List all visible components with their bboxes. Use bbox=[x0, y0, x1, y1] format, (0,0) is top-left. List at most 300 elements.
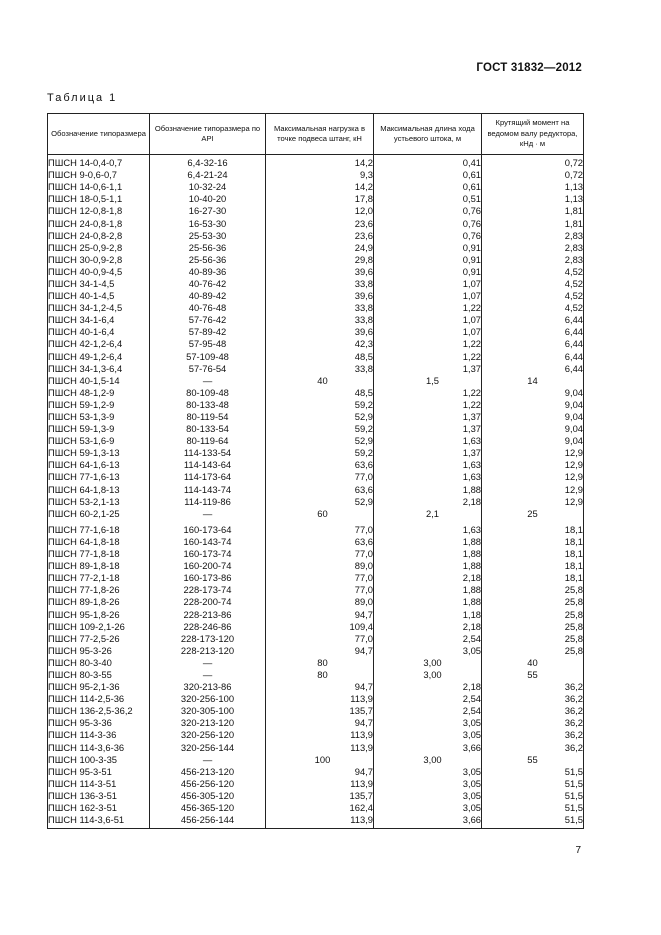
cell-max-stroke: 3,00 bbox=[374, 657, 482, 669]
cell-api-designation: 57-76-42 bbox=[150, 314, 266, 326]
column-header-designation: Обозначение типоразмера bbox=[48, 114, 150, 155]
table-row bbox=[48, 302, 584, 314]
cell-designation: ПШСН 59-1,3-13 bbox=[48, 447, 150, 459]
cell-max-stroke: 0,61 bbox=[374, 181, 482, 193]
cell-max-load: 77,0 bbox=[266, 633, 374, 645]
cell-max-stroke: 1,37 bbox=[374, 411, 482, 423]
cell-torque: 9,04 bbox=[482, 423, 584, 435]
table-row bbox=[48, 387, 584, 399]
table-row bbox=[48, 363, 584, 375]
cell-max-load: 33,8 bbox=[266, 278, 374, 290]
cell-api-designation: 228-173-120 bbox=[150, 633, 266, 645]
table-row bbox=[48, 435, 584, 447]
cell-api-designation: 320-256-144 bbox=[150, 742, 266, 754]
cell-torque: 9,04 bbox=[482, 411, 584, 423]
cell-max-stroke: 3,05 bbox=[374, 790, 482, 802]
cell-designation: ПШСН 95-1,8-26 bbox=[48, 608, 150, 620]
cell-api-designation: 456-305-120 bbox=[150, 790, 266, 802]
cell-max-load: 23,6 bbox=[266, 217, 374, 229]
document-code: ГОСТ 31832—2012 bbox=[476, 62, 582, 74]
cell-api-designation: 320-213-120 bbox=[150, 717, 266, 729]
cell-max-load: 135,7 bbox=[266, 790, 374, 802]
cell-max-load: 39,6 bbox=[266, 326, 374, 338]
table-row bbox=[48, 496, 584, 508]
cell-torque: 51,5 bbox=[482, 790, 584, 802]
cell-designation: ПШСН 95-3-51 bbox=[48, 766, 150, 778]
cell-designation: ПШСН 109-2,1-26 bbox=[48, 621, 150, 633]
cell-max-stroke: 1,88 bbox=[374, 560, 482, 572]
cell-api-designation: 16-53-30 bbox=[150, 217, 266, 229]
table-row bbox=[48, 423, 584, 435]
cell-torque: 12,9 bbox=[482, 484, 584, 496]
cell-api-designation: — bbox=[150, 754, 266, 766]
cell-api-designation: 228-173-74 bbox=[150, 584, 266, 596]
cell-max-stroke: 2,18 bbox=[374, 572, 482, 584]
cell-api-designation: 80-133-48 bbox=[150, 399, 266, 411]
cell-max-load: 52,9 bbox=[266, 496, 374, 508]
cell-designation: ПШСН 59-1,2-9 bbox=[48, 399, 150, 411]
table-row bbox=[48, 717, 584, 729]
cell-torque: 25,8 bbox=[482, 584, 584, 596]
cell-max-load: 94,7 bbox=[266, 681, 374, 693]
cell-max-load: 80 bbox=[266, 657, 374, 669]
cell-designation: ПШСН 14-0,6-1,1 bbox=[48, 181, 150, 193]
cell-designation: ПШСН 77-2,5-26 bbox=[48, 633, 150, 645]
cell-torque: 6,44 bbox=[482, 363, 584, 375]
cell-designation: ПШСН 59-1,3-9 bbox=[48, 423, 150, 435]
cell-torque: 18,1 bbox=[482, 572, 584, 584]
cell-api-designation: 114-143-74 bbox=[150, 484, 266, 496]
cell-max-load: 89,0 bbox=[266, 596, 374, 608]
cell-designation: ПШСН 114-2,5-36 bbox=[48, 693, 150, 705]
cell-max-stroke: 1,88 bbox=[374, 596, 482, 608]
cell-torque: 1,81 bbox=[482, 217, 584, 229]
cell-max-load: 89,0 bbox=[266, 560, 374, 572]
cell-designation: ПШСН 136-3-51 bbox=[48, 790, 150, 802]
cell-api-designation: 57-89-42 bbox=[150, 326, 266, 338]
cell-designation: ПШСН 25-0,9-2,8 bbox=[48, 242, 150, 254]
cell-max-stroke: 1,22 bbox=[374, 351, 482, 363]
cell-torque: 36,2 bbox=[482, 693, 584, 705]
cell-torque: 18,1 bbox=[482, 548, 584, 560]
cell-designation: ПШСН 24-0,8-1,8 bbox=[48, 217, 150, 229]
table-row bbox=[48, 693, 584, 705]
cell-max-stroke: 1,63 bbox=[374, 459, 482, 471]
cell-torque: 51,5 bbox=[482, 766, 584, 778]
cell-torque: 18,1 bbox=[482, 536, 584, 548]
cell-torque: 4,52 bbox=[482, 278, 584, 290]
cell-max-stroke: 1,63 bbox=[374, 520, 482, 536]
cell-torque: 6,44 bbox=[482, 326, 584, 338]
cell-torque: 12,9 bbox=[482, 459, 584, 471]
cell-api-designation: 320-305-100 bbox=[150, 705, 266, 717]
cell-designation: ПШСН 53-2,1-13 bbox=[48, 496, 150, 508]
cell-max-stroke: 3,05 bbox=[374, 802, 482, 814]
cell-api-designation: — bbox=[150, 657, 266, 669]
cell-max-load: 94,7 bbox=[266, 645, 374, 657]
cell-designation: ПШСН 77-1,8-18 bbox=[48, 548, 150, 560]
cell-max-load: 39,6 bbox=[266, 266, 374, 278]
cell-max-stroke: 3,05 bbox=[374, 717, 482, 729]
cell-api-designation: 25-56-36 bbox=[150, 242, 266, 254]
cell-max-stroke: 1,37 bbox=[374, 447, 482, 459]
cell-max-stroke: 1,37 bbox=[374, 363, 482, 375]
cell-torque: 25,8 bbox=[482, 621, 584, 633]
table-row bbox=[48, 681, 584, 693]
table-row bbox=[48, 705, 584, 717]
cell-torque: 6,44 bbox=[482, 314, 584, 326]
cell-torque: 0,72 bbox=[482, 169, 584, 181]
table-row bbox=[48, 459, 584, 471]
cell-max-stroke: 1,37 bbox=[374, 423, 482, 435]
table-row bbox=[48, 230, 584, 242]
cell-torque: 1,13 bbox=[482, 181, 584, 193]
cell-max-load: 94,7 bbox=[266, 766, 374, 778]
cell-torque: 51,5 bbox=[482, 814, 584, 829]
table-row bbox=[48, 657, 584, 669]
table-row bbox=[48, 447, 584, 459]
cell-max-stroke: 3,66 bbox=[374, 814, 482, 829]
table-row bbox=[48, 254, 584, 266]
cell-max-load: 59,2 bbox=[266, 399, 374, 411]
cell-torque: 1,13 bbox=[482, 193, 584, 205]
cell-max-stroke: 1,88 bbox=[374, 548, 482, 560]
table-row bbox=[48, 411, 584, 423]
cell-torque: 18,1 bbox=[482, 560, 584, 572]
cell-api-designation: 40-76-48 bbox=[150, 302, 266, 314]
cell-torque: 12,9 bbox=[482, 471, 584, 483]
cell-torque: 4,52 bbox=[482, 302, 584, 314]
cell-api-designation: 320-213-86 bbox=[150, 681, 266, 693]
cell-max-load: 113,9 bbox=[266, 742, 374, 754]
column-header-max-load: Максимальная нагрузка в точке подвеса штанг, кН bbox=[266, 114, 374, 155]
table-row bbox=[48, 205, 584, 217]
cell-api-designation: 456-365-120 bbox=[150, 802, 266, 814]
table-row bbox=[48, 181, 584, 193]
cell-torque: 9,04 bbox=[482, 435, 584, 447]
cell-max-stroke: 3,05 bbox=[374, 766, 482, 778]
table-row bbox=[48, 608, 584, 620]
cell-api-designation: 228-200-74 bbox=[150, 596, 266, 608]
cell-torque: 1,81 bbox=[482, 205, 584, 217]
table-row bbox=[48, 520, 584, 536]
cell-max-load: 77,0 bbox=[266, 584, 374, 596]
cell-max-stroke: 2,18 bbox=[374, 496, 482, 508]
cell-designation: ПШСН 80-3-40 bbox=[48, 657, 150, 669]
cell-max-load: 40 bbox=[266, 375, 374, 387]
cell-designation: ПШСН 24-0,8-2,8 bbox=[48, 230, 150, 242]
cell-designation: ПШСН 34-1-6,4 bbox=[48, 314, 150, 326]
cell-torque: 51,5 bbox=[482, 802, 584, 814]
cell-max-stroke: 3,05 bbox=[374, 778, 482, 790]
cell-max-load: 17,8 bbox=[266, 193, 374, 205]
cell-max-stroke: 1,07 bbox=[374, 314, 482, 326]
table-row bbox=[48, 217, 584, 229]
cell-api-designation: 320-256-120 bbox=[150, 729, 266, 741]
cell-api-designation: 114-173-64 bbox=[150, 471, 266, 483]
cell-max-load: 63,6 bbox=[266, 484, 374, 496]
cell-api-designation: 40-76-42 bbox=[150, 278, 266, 290]
table-row bbox=[48, 814, 584, 829]
table-row bbox=[48, 621, 584, 633]
cell-max-load: 52,9 bbox=[266, 435, 374, 447]
cell-api-designation: 80-133-54 bbox=[150, 423, 266, 435]
cell-max-stroke: 1,63 bbox=[374, 471, 482, 483]
cell-torque: 36,2 bbox=[482, 681, 584, 693]
cell-api-designation: 25-53-30 bbox=[150, 230, 266, 242]
cell-torque: 25 bbox=[482, 508, 584, 520]
cell-designation: ПШСН 30-0,9-2,8 bbox=[48, 254, 150, 266]
cell-api-designation: 6,4-21-24 bbox=[150, 169, 266, 181]
cell-max-stroke: 3,05 bbox=[374, 645, 482, 657]
cell-designation: ПШСН 64-1,6-13 bbox=[48, 459, 150, 471]
cell-torque: 25,8 bbox=[482, 633, 584, 645]
cell-designation: ПШСН 114-3-51 bbox=[48, 778, 150, 790]
cell-designation: ПШСН 136-2,5-36,2 bbox=[48, 705, 150, 717]
table-row bbox=[48, 548, 584, 560]
cell-max-stroke: 1,63 bbox=[374, 435, 482, 447]
cell-designation: ПШСН 53-1,3-9 bbox=[48, 411, 150, 423]
cell-max-stroke: 1,07 bbox=[374, 278, 482, 290]
cell-designation: ПШСН 114-3,6-36 bbox=[48, 742, 150, 754]
cell-designation: ПШСН 95-3-36 bbox=[48, 717, 150, 729]
cell-max-stroke: 1,88 bbox=[374, 536, 482, 548]
cell-max-load: 162,4 bbox=[266, 802, 374, 814]
table-row bbox=[48, 596, 584, 608]
table-row bbox=[48, 484, 584, 496]
cell-max-stroke: 0,76 bbox=[374, 205, 482, 217]
cell-max-load: 77,0 bbox=[266, 520, 374, 536]
cell-max-stroke: 2,54 bbox=[374, 693, 482, 705]
page-number: 7 bbox=[575, 845, 581, 856]
cell-designation: ПШСН 53-1,6-9 bbox=[48, 435, 150, 447]
specification-table bbox=[47, 113, 584, 829]
cell-api-designation: 228-213-86 bbox=[150, 608, 266, 620]
table-body bbox=[48, 155, 584, 829]
table-row bbox=[48, 375, 584, 387]
cell-max-load: 12,0 bbox=[266, 205, 374, 217]
table-header-row bbox=[48, 114, 584, 155]
table-row bbox=[48, 351, 584, 363]
table-row bbox=[48, 742, 584, 754]
table-row bbox=[48, 242, 584, 254]
cell-torque: 12,9 bbox=[482, 447, 584, 459]
cell-max-load: 33,8 bbox=[266, 363, 374, 375]
cell-api-designation: 57-109-48 bbox=[150, 351, 266, 363]
table-row bbox=[48, 338, 584, 350]
cell-designation: ПШСН 60-2,1-25 bbox=[48, 508, 150, 520]
cell-api-designation: 114-143-64 bbox=[150, 459, 266, 471]
cell-api-designation: — bbox=[150, 375, 266, 387]
cell-max-load: 77,0 bbox=[266, 471, 374, 483]
cell-designation: ПШСН 77-1,6-13 bbox=[48, 471, 150, 483]
cell-api-designation: 160-143-74 bbox=[150, 536, 266, 548]
cell-api-designation: 16-27-30 bbox=[150, 205, 266, 217]
cell-torque: 0,72 bbox=[482, 155, 584, 170]
cell-designation: ПШСН 77-2,1-18 bbox=[48, 572, 150, 584]
table-row bbox=[48, 314, 584, 326]
cell-api-designation: 57-95-48 bbox=[150, 338, 266, 350]
cell-max-stroke: 0,41 bbox=[374, 155, 482, 170]
table-row bbox=[48, 266, 584, 278]
cell-max-stroke: 1,22 bbox=[374, 302, 482, 314]
cell-max-stroke: 1,5 bbox=[374, 375, 482, 387]
cell-designation: ПШСН 12-0,8-1,8 bbox=[48, 205, 150, 217]
cell-designation: ПШСН 89-1,8-26 bbox=[48, 596, 150, 608]
cell-api-designation: — bbox=[150, 508, 266, 520]
table-row bbox=[48, 155, 584, 170]
cell-max-load: 24,9 bbox=[266, 242, 374, 254]
table-row bbox=[48, 278, 584, 290]
cell-max-stroke: 1,07 bbox=[374, 290, 482, 302]
cell-max-load: 33,8 bbox=[266, 302, 374, 314]
table-row bbox=[48, 536, 584, 548]
cell-torque: 55 bbox=[482, 669, 584, 681]
cell-designation: ПШСН 95-3-26 bbox=[48, 645, 150, 657]
cell-max-stroke: 2,18 bbox=[374, 681, 482, 693]
cell-max-stroke: 3,05 bbox=[374, 729, 482, 741]
cell-api-designation: 40-89-42 bbox=[150, 290, 266, 302]
cell-torque: 55 bbox=[482, 754, 584, 766]
cell-max-stroke: 3,00 bbox=[374, 669, 482, 681]
cell-designation: ПШСН 49-1,2-6,4 bbox=[48, 351, 150, 363]
cell-api-designation: 160-173-74 bbox=[150, 548, 266, 560]
cell-max-load: 80 bbox=[266, 669, 374, 681]
cell-designation: ПШСН 42-1,2-6,4 bbox=[48, 338, 150, 350]
cell-api-designation: 456-213-120 bbox=[150, 766, 266, 778]
cell-max-load: 48,5 bbox=[266, 387, 374, 399]
cell-max-load: 100 bbox=[266, 754, 374, 766]
cell-api-designation: 6,4-32-16 bbox=[150, 155, 266, 170]
cell-max-stroke: 1,88 bbox=[374, 484, 482, 496]
cell-torque: 4,52 bbox=[482, 290, 584, 302]
cell-torque: 25,8 bbox=[482, 608, 584, 620]
cell-max-load: 94,7 bbox=[266, 717, 374, 729]
cell-max-stroke: 2,18 bbox=[374, 621, 482, 633]
cell-designation: ПШСН 40-0,9-4,5 bbox=[48, 266, 150, 278]
table-row bbox=[48, 572, 584, 584]
cell-max-load: 63,6 bbox=[266, 459, 374, 471]
cell-torque: 36,2 bbox=[482, 705, 584, 717]
cell-max-stroke: 0,76 bbox=[374, 217, 482, 229]
cell-api-designation: 57-76-54 bbox=[150, 363, 266, 375]
table-row bbox=[48, 790, 584, 802]
cell-max-load: 39,6 bbox=[266, 290, 374, 302]
cell-torque: 40 bbox=[482, 657, 584, 669]
cell-max-load: 29,8 bbox=[266, 254, 374, 266]
cell-api-designation: 160-200-74 bbox=[150, 560, 266, 572]
cell-designation: ПШСН 77-1,6-18 bbox=[48, 520, 150, 536]
cell-max-stroke: 1,18 bbox=[374, 608, 482, 620]
cell-api-designation: 80-119-54 bbox=[150, 411, 266, 423]
table-caption: Таблица 1 bbox=[47, 92, 118, 104]
cell-designation: ПШСН 9-0,6-0,7 bbox=[48, 169, 150, 181]
table-row bbox=[48, 193, 584, 205]
cell-torque: 4,52 bbox=[482, 266, 584, 278]
table-row bbox=[48, 584, 584, 596]
cell-designation: ПШСН 34-1,2-4,5 bbox=[48, 302, 150, 314]
cell-max-load: 109,4 bbox=[266, 621, 374, 633]
cell-max-stroke: 1,22 bbox=[374, 387, 482, 399]
column-header-api-designation: Обозначение типоразмера по API bbox=[150, 114, 266, 155]
cell-max-stroke: 0,51 bbox=[374, 193, 482, 205]
table-row bbox=[48, 326, 584, 338]
cell-torque: 25,8 bbox=[482, 645, 584, 657]
cell-max-load: 33,8 bbox=[266, 314, 374, 326]
cell-max-load: 77,0 bbox=[266, 572, 374, 584]
cell-max-stroke: 2,1 bbox=[374, 508, 482, 520]
cell-max-stroke: 0,91 bbox=[374, 254, 482, 266]
cell-max-stroke: 1,88 bbox=[374, 584, 482, 596]
cell-max-stroke: 0,91 bbox=[374, 266, 482, 278]
table-row bbox=[48, 399, 584, 411]
cell-designation: ПШСН 100-3-35 bbox=[48, 754, 150, 766]
cell-designation: ПШСН 40-1,5-14 bbox=[48, 375, 150, 387]
table-row bbox=[48, 508, 584, 520]
cell-api-designation: 25-56-36 bbox=[150, 254, 266, 266]
cell-max-stroke: 3,00 bbox=[374, 754, 482, 766]
cell-max-stroke: 1,22 bbox=[374, 338, 482, 350]
cell-max-load: 52,9 bbox=[266, 411, 374, 423]
cell-torque: 12,9 bbox=[482, 496, 584, 508]
cell-torque: 25,8 bbox=[482, 596, 584, 608]
cell-torque: 14 bbox=[482, 375, 584, 387]
column-header-max-stroke: Максимальная длина хода устьевого штока, м bbox=[374, 114, 482, 155]
cell-api-designation: 456-256-144 bbox=[150, 814, 266, 829]
cell-api-designation: 320-256-100 bbox=[150, 693, 266, 705]
cell-max-load: 14,2 bbox=[266, 155, 374, 170]
cell-designation: ПШСН 162-3-51 bbox=[48, 802, 150, 814]
cell-designation: ПШСН 80-3-55 bbox=[48, 669, 150, 681]
cell-max-load: 113,9 bbox=[266, 778, 374, 790]
cell-max-load: 63,6 bbox=[266, 536, 374, 548]
cell-torque: 2,83 bbox=[482, 242, 584, 254]
cell-max-load: 113,9 bbox=[266, 814, 374, 829]
table-row bbox=[48, 645, 584, 657]
table-row bbox=[48, 290, 584, 302]
table-row bbox=[48, 169, 584, 181]
cell-max-load: 23,6 bbox=[266, 230, 374, 242]
cell-max-stroke: 3,66 bbox=[374, 742, 482, 754]
cell-api-designation: 40-89-36 bbox=[150, 266, 266, 278]
cell-designation: ПШСН 18-0,5-1,1 bbox=[48, 193, 150, 205]
cell-torque: 9,04 bbox=[482, 399, 584, 411]
cell-max-stroke: 2,54 bbox=[374, 633, 482, 645]
cell-max-stroke: 0,61 bbox=[374, 169, 482, 181]
cell-designation: ПШСН 40-1-4,5 bbox=[48, 290, 150, 302]
cell-api-designation: 80-109-48 bbox=[150, 387, 266, 399]
cell-torque: 36,2 bbox=[482, 729, 584, 741]
cell-max-load: 113,9 bbox=[266, 693, 374, 705]
cell-api-designation: 456-256-120 bbox=[150, 778, 266, 790]
cell-torque: 18,1 bbox=[482, 520, 584, 536]
cell-max-stroke: 0,91 bbox=[374, 242, 482, 254]
cell-torque: 2,83 bbox=[482, 230, 584, 242]
cell-torque: 9,04 bbox=[482, 387, 584, 399]
cell-max-load: 135,7 bbox=[266, 705, 374, 717]
cell-api-designation: 10-40-20 bbox=[150, 193, 266, 205]
cell-torque: 51,5 bbox=[482, 778, 584, 790]
cell-designation: ПШСН 114-3,6-51 bbox=[48, 814, 150, 829]
cell-max-load: 59,2 bbox=[266, 423, 374, 435]
cell-api-designation: 160-173-64 bbox=[150, 520, 266, 536]
cell-api-designation: 228-246-86 bbox=[150, 621, 266, 633]
table-row bbox=[48, 669, 584, 681]
cell-designation: ПШСН 64-1,8-13 bbox=[48, 484, 150, 496]
cell-torque: 6,44 bbox=[482, 338, 584, 350]
cell-max-load: 113,9 bbox=[266, 729, 374, 741]
cell-max-stroke: 1,22 bbox=[374, 399, 482, 411]
